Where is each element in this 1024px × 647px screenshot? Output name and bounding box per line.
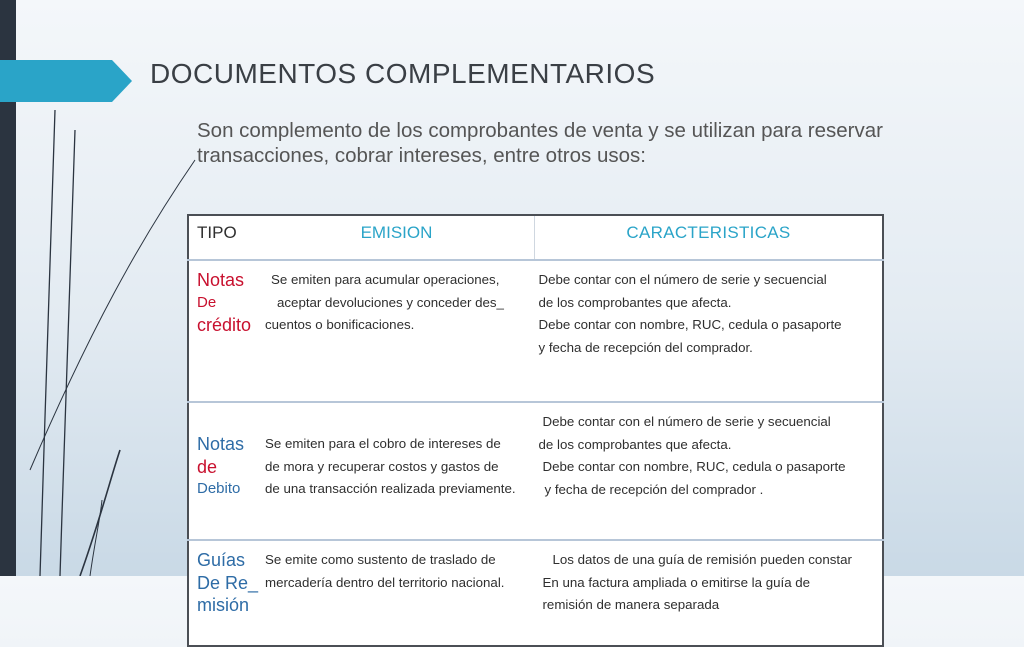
type-line: Notas xyxy=(197,434,245,454)
header-caracteristicas: CARACTERISTICAS xyxy=(535,215,884,260)
emision-line: cuentos o bonificaciones. xyxy=(265,317,415,332)
caracteristica-line: Los datos de una guía de remisión pueden constar xyxy=(552,552,852,567)
row-caracteristicas xyxy=(535,260,884,402)
caracteristica-line: de los comprobantes que afecta. xyxy=(538,294,732,310)
row-type-guia-remision xyxy=(188,540,259,646)
emision-line: de mora y recuperar costos y gastos de xyxy=(265,458,499,474)
caracteristica-line: y fecha de recepción del comprador. xyxy=(538,339,753,355)
type-line: de xyxy=(197,456,218,477)
row-emision xyxy=(259,540,535,646)
row-caracteristicas xyxy=(535,402,884,540)
documents-table xyxy=(187,214,884,647)
type-line: Notas xyxy=(197,270,245,290)
row-type-nota-debito xyxy=(188,402,259,540)
type-line: De xyxy=(197,293,217,311)
caracteristica-line: Debe contar con el número de serie y secuencial xyxy=(538,272,827,287)
caracteristica-line: de los comprobantes que afecta. xyxy=(538,436,732,452)
row-emision xyxy=(259,402,535,540)
type-line: Debito xyxy=(197,480,241,497)
caracteristica-line: remisión de manera separada xyxy=(542,597,720,612)
title-arrow-shape xyxy=(0,60,132,102)
type-line: misión xyxy=(197,595,250,615)
table-row xyxy=(188,540,883,646)
caracteristica-line: Debe contar con nombre, RUC, cedula o pasaporte xyxy=(542,459,846,474)
type-line: crédito xyxy=(197,315,252,335)
emision-line: Se emiten para el cobro de intereses de xyxy=(265,436,501,451)
row-emision xyxy=(259,260,535,402)
emision-line: Se emiten para acumular operaciones, xyxy=(271,272,500,287)
table-header-row xyxy=(188,215,883,260)
table-row xyxy=(188,260,883,402)
slide-title: DOCUMENTOS COMPLEMENTARIOS xyxy=(150,58,656,89)
type-line: De Re_ xyxy=(197,572,259,593)
caracteristica-line: Debe contar con el número de serie y secuencial xyxy=(542,414,831,429)
row-caracteristicas xyxy=(535,540,884,646)
header-emision: EMISION xyxy=(259,215,535,260)
header-tipo: TIPO xyxy=(188,215,259,260)
emision-line: mercadería dentro del territorio nacional. xyxy=(265,574,505,590)
emision-line: de una transacción realizada previamente. xyxy=(265,481,516,496)
caracteristica-line: Debe contar con nombre, RUC, cedula o pasaporte xyxy=(538,317,842,332)
emision-line: Se emite como sustento de traslado de xyxy=(265,552,496,567)
row-type-nota-credito xyxy=(188,260,259,402)
caracteristica-line: y fecha de recepción del comprador . xyxy=(544,481,764,497)
intro-text: Son complemento de los comprobantes de venta y se utilizan para reservar transacciones, cobrar intereses, entre otros usos: xyxy=(197,119,883,167)
table-row xyxy=(188,402,883,540)
emision-line: aceptar devoluciones y conceder des_ xyxy=(277,294,504,310)
caracteristica-line: En una factura ampliada o emitirse la guía de xyxy=(542,574,811,590)
type-line: Guías xyxy=(197,550,246,570)
